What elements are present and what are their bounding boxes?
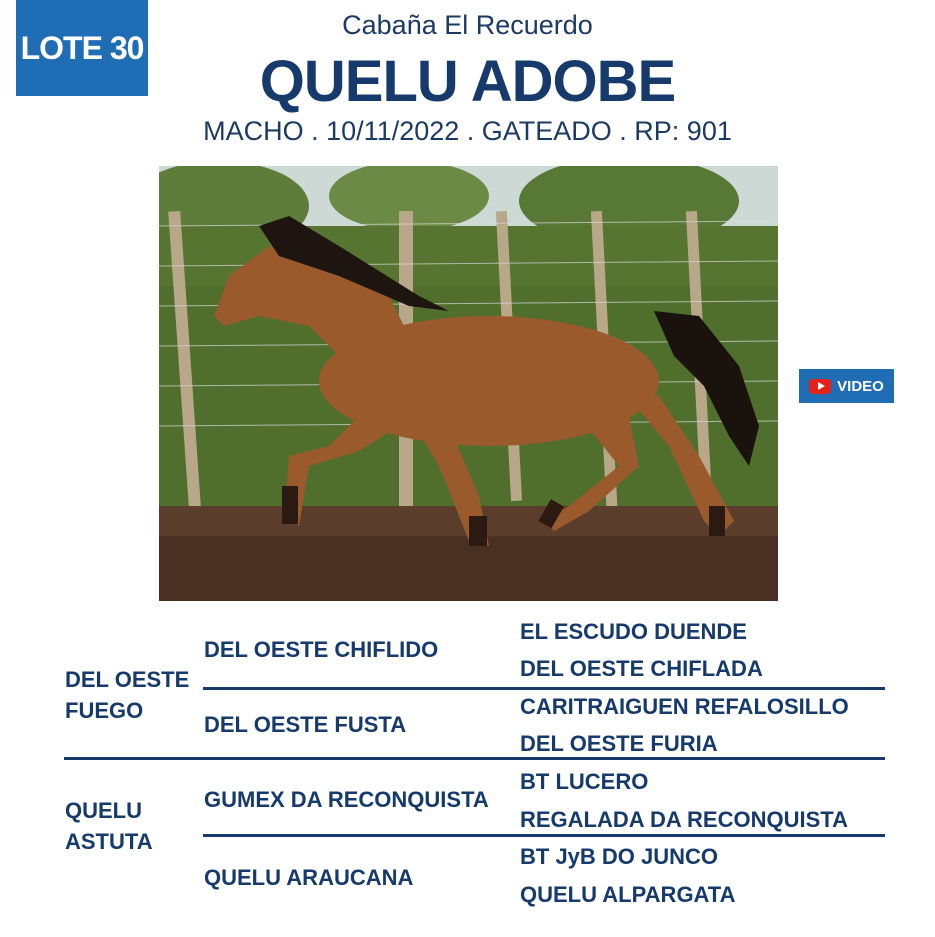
youtube-play-icon [809, 379, 831, 394]
horse-photo-illustration [159, 166, 778, 601]
ggp-4: DEL OESTE FURIA [520, 731, 718, 756]
ggp-1: EL ESCUDO DUENDE [520, 619, 747, 644]
sire-name-line-1: DEL OESTE [65, 667, 190, 692]
ggp-8: QUELU ALPARGATA [520, 882, 736, 907]
ggp-6: REGALADA DA RECONQUISTA [520, 807, 848, 832]
sire [65, 664, 189, 726]
video-button[interactable] [799, 369, 894, 403]
horse-name: QUELU ADOBE [259, 49, 676, 114]
dam-dam: QUELU ARAUCANA [204, 865, 414, 890]
dam-sire: GUMEX DA RECONQUISTA [204, 787, 489, 812]
dam [65, 795, 153, 857]
breeder-name: Cabaña El Recuerdo [342, 10, 593, 40]
horse-info: MACHO . 10/11/2022 . GATEADO . RP: 901 [203, 116, 732, 146]
lot-number-badge: LOTE 30 [16, 0, 148, 96]
dam-name-line-1: QUELU [65, 798, 142, 823]
ggp-5: BT LUCERO [520, 769, 649, 794]
video-button-label: VIDEO [837, 377, 884, 395]
divider-main [64, 757, 885, 760]
sire-sire: DEL OESTE CHIFLIDO [204, 637, 439, 662]
divider-sire-branch [203, 687, 885, 690]
divider-dam-branch [203, 834, 885, 837]
sire-name-line-2: FUEGO [65, 698, 144, 723]
ggp-7: BT JyB DO JUNCO [520, 844, 719, 869]
ggp-3: CARITRAIGUEN REFALOSILLO [520, 694, 849, 719]
horse-photo [159, 166, 778, 601]
ggp-2: DEL OESTE CHIFLADA [520, 656, 763, 681]
dam-name-line-2: ASTUTA [65, 829, 153, 854]
sire-dam: DEL OESTE FUSTA [204, 712, 407, 737]
